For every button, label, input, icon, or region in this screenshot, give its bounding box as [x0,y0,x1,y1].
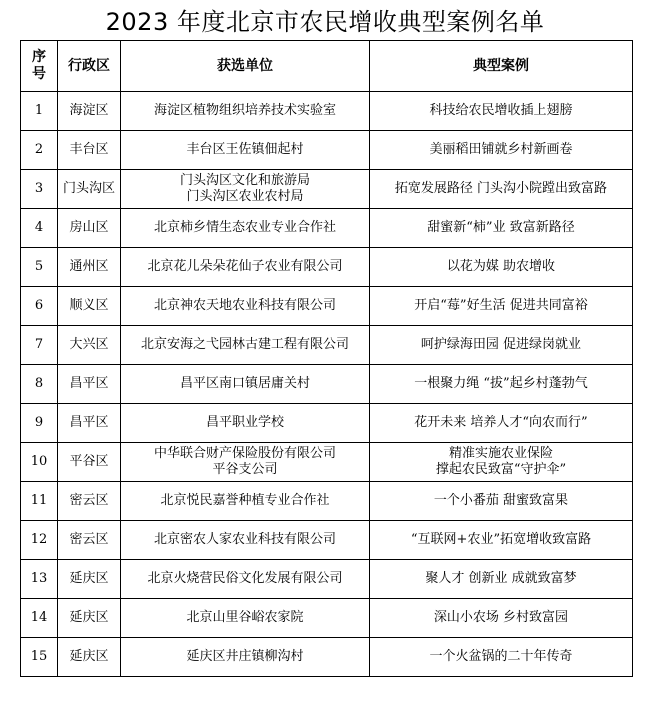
row-number: 6 [21,287,58,326]
row-number: 10 [21,443,58,482]
case-cell: 一个火盆锅的二十年传奇 [370,638,633,677]
unit-cell: 北京花儿朵朵花仙子农业有限公司 [121,248,370,287]
table-header-row [21,41,633,92]
row-number: 13 [21,560,58,599]
table-row [21,521,633,560]
district-cell: 门头沟区 [58,170,121,209]
table-row [21,326,633,365]
district-cell: 房山区 [58,209,121,248]
table-row [21,365,633,404]
header-no [21,41,58,92]
table-row [21,638,633,677]
table-row [21,170,633,209]
case-table [20,40,633,677]
unit-cell: 北京神农天地农业科技有限公司 [121,287,370,326]
case-cell: 美丽稻田铺就乡村新画卷 [370,131,633,170]
row-number: 3 [21,170,58,209]
unit-cell: 海淀区植物组织培养技术实验室 [121,92,370,131]
district-cell: 通州区 [58,248,121,287]
district-cell: 延庆区 [58,599,121,638]
page-title: 2023 年度北京市农民增收典型案例名单 [105,8,545,36]
case-cell: 科技给农民增收插上翅膀 [370,92,633,131]
row-number: 2 [21,131,58,170]
table-row [21,404,633,443]
table-row [21,209,633,248]
row-number: 8 [21,365,58,404]
district-cell: 平谷区 [58,443,121,482]
district-cell: 大兴区 [58,326,121,365]
case-cell: 深山小农场 乡村致富园 [370,599,633,638]
unit-cell: 延庆区井庄镇柳沟村 [121,638,370,677]
district-cell: 密云区 [58,482,121,521]
table-row [21,599,633,638]
unit-cell: 丰台区王佐镇佃起村 [121,131,370,170]
unit-cell: 中华联合财产保险股份有限公司 平谷支公司 [121,443,370,482]
district-cell: 昌平区 [58,365,121,404]
case-cell: 花开未来 培养人才“向农而行” [370,404,633,443]
unit-cell: 北京火烧营民俗文化发展有限公司 [121,560,370,599]
table-row [21,560,633,599]
header-case: 典型案例 [370,41,633,92]
case-cell: 一个小番茄 甜蜜致富果 [370,482,633,521]
table-row [21,131,633,170]
header-no-label: 序号 [32,49,46,82]
case-cell: 甜蜜新“柿”业 致富新路径 [370,209,633,248]
table-row [21,248,633,287]
row-number: 11 [21,482,58,521]
case-cell: 拓宽发展路径 门头沟小院蹚出致富路 [370,170,633,209]
district-cell: 昌平区 [58,404,121,443]
header-unit: 获选单位 [121,41,370,92]
district-cell: 延庆区 [58,638,121,677]
row-number: 1 [21,92,58,131]
district-cell: 密云区 [58,521,121,560]
table-row [21,287,633,326]
case-cell: 一根聚力绳 “拔”起乡村蓬勃气 [370,365,633,404]
table-row [21,482,633,521]
unit-cell: 昌平职业学校 [121,404,370,443]
unit-cell: 昌平区南口镇居庸关村 [121,365,370,404]
unit-cell: 北京安海之弋园林古建工程有限公司 [121,326,370,365]
table-body [21,92,633,677]
unit-cell: 门头沟区文化和旅游局 门头沟区农业农村局 [121,170,370,209]
row-number: 14 [21,599,58,638]
table-row [21,92,633,131]
row-number: 5 [21,248,58,287]
unit-cell: 北京密农人家农业科技有限公司 [121,521,370,560]
row-number: 9 [21,404,58,443]
case-cell: “互联网+农业”拓宽增收致富路 [370,521,633,560]
district-cell: 丰台区 [58,131,121,170]
unit-cell: 北京悦民嘉誉种植专业合作社 [121,482,370,521]
case-cell: 开启“莓”好生活 促进共同富裕 [370,287,633,326]
row-number: 12 [21,521,58,560]
unit-cell: 北京山里谷峪农家院 [121,599,370,638]
case-cell: 以花为媒 助农增收 [370,248,633,287]
case-cell: 精准实施农业保险 撑起农民致富“守护伞” [370,443,633,482]
unit-cell: 北京柿乡情生态农业专业合作社 [121,209,370,248]
row-number: 4 [21,209,58,248]
row-number: 15 [21,638,58,677]
header-district: 行政区 [58,41,121,92]
district-cell: 顺义区 [58,287,121,326]
case-cell: 聚人才 创新业 成就致富梦 [370,560,633,599]
table-row [21,443,633,482]
district-cell: 延庆区 [58,560,121,599]
case-cell: 呵护绿海田园 促进绿岗就业 [370,326,633,365]
row-number: 7 [21,326,58,365]
district-cell: 海淀区 [58,92,121,131]
